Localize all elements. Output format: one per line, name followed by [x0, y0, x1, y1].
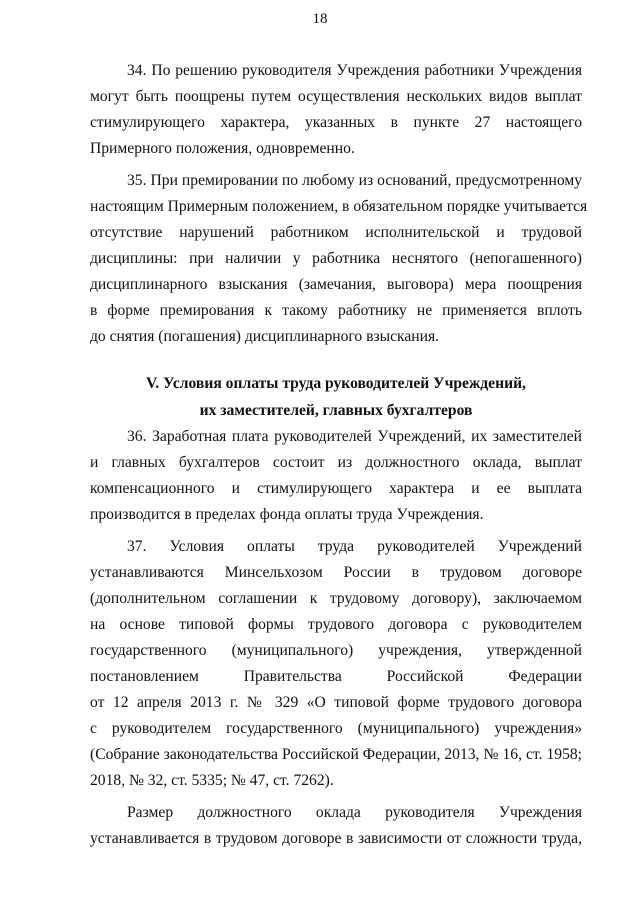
text-line: устанавливаются Минсельхозом России в трудовом договоре	[90, 564, 582, 581]
text-line: 2018, № 32, ст. 5335; № 47, ст. 7262).	[90, 772, 334, 789]
text-line: могут быть поощрены путем осуществления нескольких видов выплат	[90, 88, 582, 105]
text-line: стимулирующего характера, указанных в пункте 27 настоящего	[90, 114, 582, 131]
text-line: постановлением Правительства Российской Федерации	[90, 668, 582, 685]
text-line: 37. Условия оплаты труда руководителей Учреждений	[127, 538, 582, 555]
text-line: Примерного положения, одновременно.	[90, 140, 355, 157]
paragraph-36	[90, 424, 582, 528]
text-line: дисциплины: при наличии у работника неснятого (непогашенного)	[90, 250, 582, 267]
text-line: настоящим Примерным положением, в обязательном порядке учитывается	[90, 198, 588, 215]
paragraph-35	[90, 168, 588, 350]
text-line: до снятия (погашения) дисциплинарного взыскания.	[90, 328, 440, 345]
text-line: на основе типовой формы трудового договора с руководителем	[90, 616, 582, 633]
text-line: 35. При премировании по любому из оснований, предусмотренному	[127, 172, 582, 189]
paragraph-37	[90, 534, 582, 794]
heading-line: V. Условия оплаты труда руководителей Учреждений,	[146, 375, 526, 392]
text-line: (Собрание законодательства Российской Федерации, 2013, № 16, ст. 1958;	[90, 746, 582, 763]
page-number: 18	[312, 11, 328, 27]
paragraph-salary-size	[90, 800, 582, 852]
text-line: (дополнительном соглашении к трудовому договору), заключаемом	[90, 590, 582, 607]
text-line: отсутствие нарушений работником исполнительской и трудовой	[90, 224, 582, 241]
text-line: 36. Заработная плата руководителей Учреждений, их заместителей	[127, 428, 582, 445]
document-body	[90, 58, 588, 852]
text-line: и главных бухгалтеров состоит из должностного оклада, выплат	[90, 454, 582, 471]
text-line: от 12 апреля 2013 г. № 329 «О типовой форме трудового договора	[90, 694, 582, 711]
text-line: государственного (муниципального) учреждения, утвержденной	[90, 642, 582, 659]
text-line: в форме премирования к такому работнику не применяется вплоть	[90, 302, 582, 319]
text-line: производится в пределах фонда оплаты труда Учреждения.	[90, 506, 484, 523]
text-line: дисциплинарного взыскания (замечания, выговора) мера поощрения	[90, 276, 582, 293]
section-heading	[90, 370, 582, 424]
text-line: компенсационного и стимулирующего характера и ее выплата	[90, 480, 582, 497]
text-line: 34. По решению руководителя Учреждения работники Учреждения	[127, 62, 582, 79]
text-line: устанавливается в трудовом договоре в зависимости от сложности труда,	[90, 830, 582, 847]
text-line: Размер должностного оклада руководителя Учреждения	[127, 804, 582, 821]
paragraph-34	[90, 58, 582, 162]
heading-line: их заместителей, главных бухгалтеров	[199, 402, 473, 419]
text-line: с руководителем государственного (муниципального) учреждения»	[90, 720, 582, 737]
